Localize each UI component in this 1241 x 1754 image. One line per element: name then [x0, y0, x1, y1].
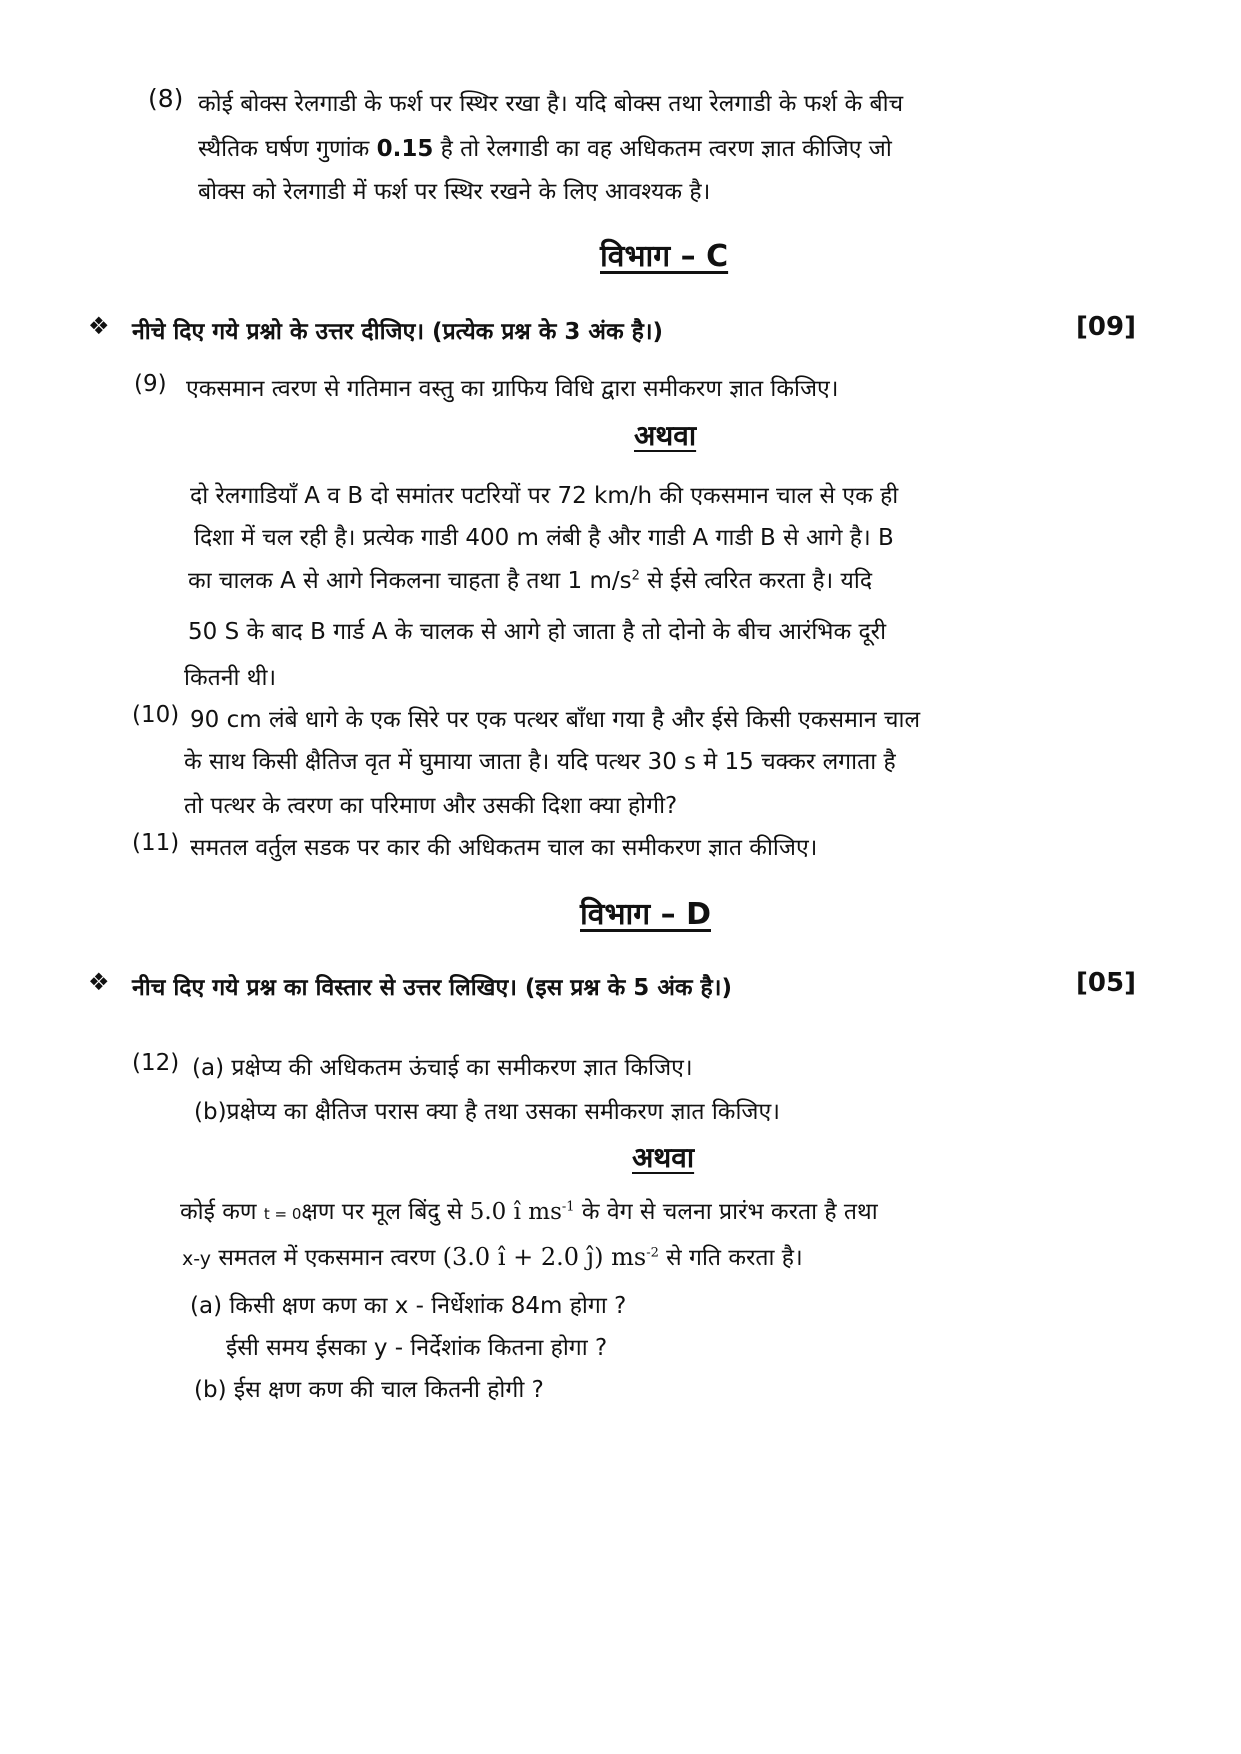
- q9-alt-line-3-text-a: का चालक A से आगे निकलना चाहता है तथा 1 m/s: [188, 568, 632, 594]
- q10-line-1: 90 cm लंबे धागे के एक सिरे पर एक पत्थर बाँधा गया है और ईसे किसी एकसमान चाल: [190, 707, 921, 733]
- q12-plane-label: x-y: [182, 1248, 212, 1270]
- q9-or-heading: अथवा: [634, 419, 697, 452]
- q11-text: समतल वर्तुल सडक पर कार की अधिकतम चाल का समीकरण ज्ञात कीजिए।: [190, 835, 818, 861]
- q12-part-b: (b)प्रक्षेप्य का क्षैतिज परास क्या है तथा उसका समीकरण ज्ञात किजिए।: [194, 1099, 780, 1125]
- q8-line-1: कोई बोक्स रेलगाडी के फर्श पर स्थिर रखा है। यदि बोक्स तथा रेलगाडी के फर्श के बीच: [198, 91, 904, 117]
- q9-alt-line-5: कितनी थी।: [184, 665, 277, 691]
- section-d-instruction: नीच दिए गये प्रश्न का विस्तार से उत्तर लिखिए। (इस प्रश्न के 5 अंक है।): [132, 975, 732, 1001]
- q8-line-2: [198, 131, 892, 163]
- q10-number: (10): [132, 702, 180, 728]
- q9-alt-line-2: दिशा में चल रही है। प्रत्येक गाडी 400 m लंबी है और गाडी A गाडी B से आगे है। B: [194, 525, 894, 551]
- q9-alt-line-4: 50 S के बाद B गार्ड A के चालक से आगे हो जाता है तो दोनो के बीच आरंभिक दूरी: [188, 619, 887, 645]
- q9-number: (9): [134, 371, 167, 397]
- q8-line-2-text-a: स्थैतिक घर्षण गुणांक: [198, 136, 377, 162]
- q8-friction-value: 0.15: [376, 136, 434, 162]
- q8-line-3: बोक्स को रेलगाडी में फर्श पर स्थिर रखने के लिए आवश्यक है।: [198, 179, 711, 205]
- q12-part-a: (a) प्रक्षेप्य की अधिकतम ऊंचाई का समीकरण ज्ञात किजिए।: [192, 1055, 693, 1081]
- q12-velocity-exponent: -1: [561, 1199, 575, 1215]
- section-c-marks: [09]: [1076, 312, 1136, 342]
- diamond-bullet-icon: ❖: [88, 968, 110, 996]
- q12-velocity-expr: 5.0 î ms: [469, 1199, 562, 1225]
- diamond-bullet-icon: ❖: [88, 312, 110, 340]
- q12-time-expr: t = 0: [263, 1205, 302, 1223]
- q12-alt-part-a-line-2: ईसी समय ईसका y - निर्देशांक कितना होगा ?: [226, 1335, 608, 1361]
- q12-number: (12): [132, 1050, 180, 1076]
- q12-acceleration-exponent: -2: [646, 1245, 659, 1261]
- q9-alt-line-3: [188, 563, 872, 595]
- q8-line-2-text-b: है तो रेलगाडी का वह अधिकतम त्वरण ज्ञात कीजिए जो: [433, 136, 892, 162]
- q9-alt-line-3-text-b: से ईसे त्वरित करता है। यदि: [639, 568, 873, 594]
- q12-alt-line-1-text-a: कोई कण: [180, 1199, 264, 1225]
- q10-line-3: तो पत्थर के त्वरण का परिमाण और उसकी दिशा क्या होगी?: [184, 793, 678, 819]
- section-c-instruction: नीचे दिए गये प्रश्नो के उत्तर दीजिए। (प्रत्येक प्रश्न के 3 अंक है।): [132, 319, 664, 345]
- q12-alt-line-2-text-a: समतल में एकसमान त्वरण: [211, 1245, 443, 1271]
- q10-line-2: के साथ किसी क्षैतिज वृत में घुमाया जाता है। यदि पत्थर 30 s मे 15 चक्कर लगाता है: [184, 749, 896, 775]
- q12-alt-line-2: [182, 1240, 803, 1272]
- q12-alt-part-a-line-1: (a) किसी क्षण कण का x - निर्धेशांक 84m होगा ?: [190, 1293, 627, 1319]
- q9-alt-line-1: दो रेलगाडियाँ A व B दो समांतर पटरियों पर 72 km/h की एकसमान चाल से एक ही: [190, 483, 899, 509]
- section-d-heading: विभाग – D: [580, 897, 711, 932]
- q12-alt-line-1-text-b: क्षण पर मूल बिंदु से: [301, 1199, 470, 1225]
- q9-text: एकसमान त्वरण से गतिमान वस्तु का ग्राफिय विधि द्वारा समीकरण ज्ञात किजिए।: [186, 376, 839, 402]
- section-c-heading: विभाग – C: [600, 239, 729, 274]
- q12-or-heading: अथवा: [632, 1141, 695, 1174]
- q9-alt-exponent: 2: [631, 568, 640, 584]
- q12-alt-line-1-text-c: के वेग से चलना प्रारंभ करता है तथा: [574, 1199, 878, 1225]
- q8-number: (8): [148, 84, 184, 113]
- q12-alt-line-2-text-b: से गति करता है।: [658, 1245, 803, 1271]
- q11-number: (11): [132, 830, 180, 856]
- section-d-marks: [05]: [1076, 968, 1136, 998]
- q12-acceleration-expr: (3.0 î + 2.0 ĵ) ms: [442, 1243, 647, 1271]
- q12-alt-part-b: (b) ईस क्षण कण की चाल कितनी होगी ?: [194, 1377, 544, 1403]
- q12-alt-line-1: [180, 1194, 878, 1226]
